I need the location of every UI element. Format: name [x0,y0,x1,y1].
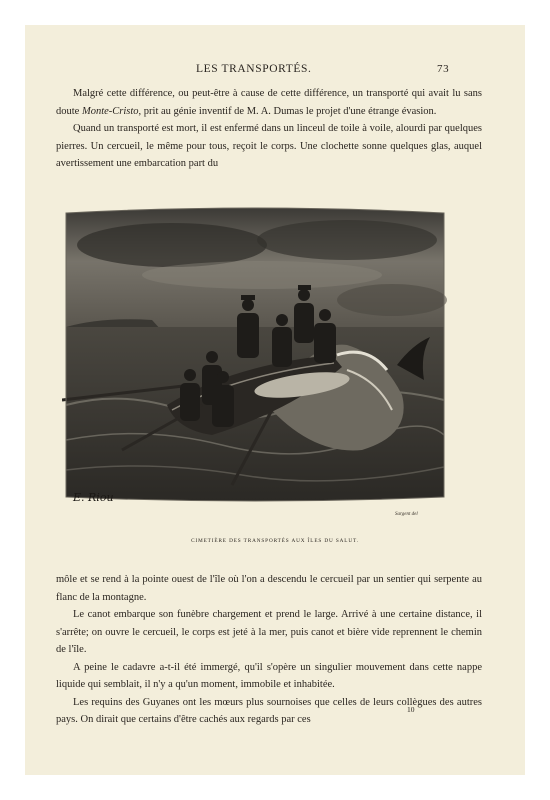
engraving-illustration [62,205,448,523]
engraver-signature-right: Sargent del [395,512,418,517]
running-header [25,63,525,79]
paragraph-6: Les requins des Guyanes ont les mœurs plus sournoises que celles de leurs collègues des autres pays. On dirait que certains d'être cachés aux regards par ces [56,696,482,725]
engraving-image [62,205,448,523]
sheet-signature-number: 10 [407,705,415,714]
paragraph-1-italic-title: Monte-Cristo [81,105,139,117]
running-title: LES TRANSPORTÉS. [196,63,312,75]
paragraph-3: môle et se rend à la pointe ouest de l'île où l'on a descendu le cercueil par un sentier qui serpente au flanc de la montagne. [56,574,482,603]
paragraph-1 [56,85,482,120]
figure-caption: CIMETIÈRE DES TRANSPORTÉS AUX ÎLES DU SALUT. [191,538,359,544]
paragraph-4: Le canot embarque son funèbre chargement et prend le large. Arrivé à une certaine distance, il s'arrête; on ouvre le cercueil, le corps est jeté à la mer, puis canot et bière vide reprennent le chemin de l'île. [56,609,482,655]
book-page [25,25,525,775]
paragraph-1-text-b: , prit au génie inventif de M. A. Dumas le projet d'une étrange évasion. [138,105,437,117]
page-number: 73 [437,63,450,75]
paragraph-2: Quand un transporté est mort, il est enfermé dans un linceul de toile à voile, alourdi par quelques pierres. Un cercueil, le même pour tous, reçoit le corps. Une clochette sonne quelques glas, auquel avertissement une embarcation part du [56,123,482,169]
text-block-bottom [56,571,482,729]
paragraph-1-text-a: Malgré cette différence, ou peut-être à cause de cette différence, un transporté qui avait lu sans doute [56,88,482,117]
text-block-top [56,85,482,173]
engraver-signature-left: E. Riou [73,491,114,504]
paragraph-5: A peine le cadavre a-t-il été immergé, qu'il s'opère un singulier mouvement dans cette nappe liquide qui semblait, il n'y a qu'un moment, immobile et inhabitée. [56,661,482,690]
